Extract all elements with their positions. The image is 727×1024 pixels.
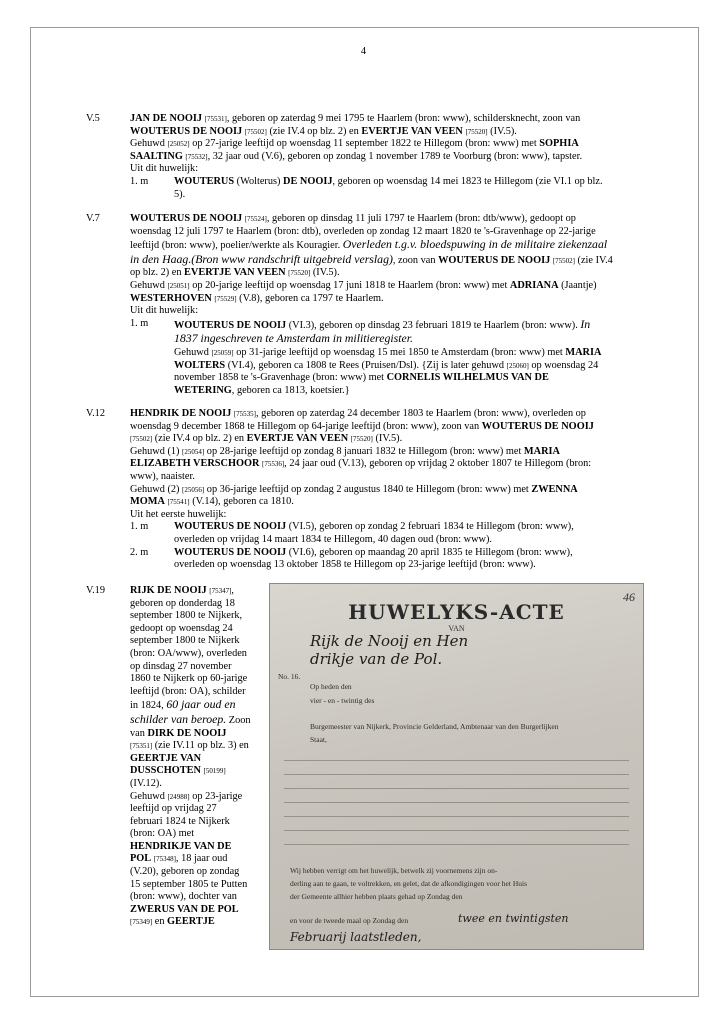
note-text: in den Haag.(Bron www randschrift uitgebreid verslag) [130,251,393,266]
text: 15 september 1805 te Putten [130,878,248,890]
father-name: WOUTERUS DE NOOIJ [130,125,243,137]
text: in 1824, [130,700,167,712]
entry-number: V.5 [86,113,100,124]
second-spouse-name: CORNELIS WILHELMUS VAN DE [386,372,549,384]
scan-ruled-line [284,788,629,789]
ref-id: [75502] [130,435,153,444]
text: 5). [174,188,186,200]
scan-printed-line: Staat, [310,735,327,744]
ref-id: [50199] [203,767,226,776]
text: (zie IV.4 op blz. 2) en [152,433,247,445]
ref-id: [25056] [182,485,205,494]
spouse-surname: WOLTERS [174,359,226,371]
text: (zie IV.4 [574,254,613,266]
spouse-name: HENDRIKJE VAN DE [130,840,232,852]
text: , geboren op dinsdag 11 juli 1797 te Haarlem (bron: dtb/www), gedoopt op [266,213,576,224]
scan-printed-line: vier - en - twintig des [310,696,375,705]
child-entry [130,318,648,398]
note-text: schilder van beroep. [130,711,227,726]
person-name: RIJK DE NOOIJ [130,585,207,596]
ref-id: [25052] [167,140,190,149]
child-surname: DE NOOIJ [283,175,333,187]
ref-id: [25060] [506,361,529,370]
children-heading: Uit dit huwelijk: [130,305,199,317]
scan-printed-line: Wij hebben verrigt om het huwelijk, betwelk zij voornemens zijn on- [290,866,498,875]
text: , geboren op zaterdag 9 mei 1795 te Haarlem (bron: www), schildersknecht, zoon van [226,113,581,124]
text: (bron: OA/www), overleden [130,647,247,659]
text: (IV.12). [130,777,162,789]
text: Gehuwd [130,790,168,802]
scan-ruled-line [284,774,629,775]
child-number: 2. m [130,546,149,558]
spouse-name: MARIA [523,445,560,457]
text: leeftijd op vrijdag 27 [130,803,217,815]
text: , 24 jaar oud (V.13), geboren op vrijdag 2 oktober 1807 te Hillegom (bron: [284,458,592,470]
spouse-father-name: ZWERUS VAN DE POL [130,903,239,915]
scan-record-no: No. 16. [278,672,301,681]
ref-id: [75524] [244,215,267,223]
ref-id: [25054] [182,447,205,456]
spouse-surname: WESTERHOVEN [130,292,212,304]
ref-id: [75541] [167,498,190,507]
second-spouse-surname: WETERING [174,384,232,396]
scan-handwriting-names-2: drikje van de Pol. [310,650,443,668]
text: , geboren op woensdag 14 mei 1823 te Hillegom (zie VI.1 op blz. [332,175,603,187]
scan-printed-line: der Gemeente allhier hebben plaats gehad op Zondag den [290,892,463,901]
ref-id: [75536] [262,460,285,469]
ref-id: [75520] [350,435,373,444]
text: , zoon van [392,254,439,266]
text: op woensdag 24 [528,359,599,371]
text: op blz. 2) en [130,267,185,279]
text: gedoopt op woensdag 24 [130,622,233,634]
text: Gehuwd (2) [130,483,183,495]
entry-v5 [86,113,648,201]
text: (V.20), geboren op zondag [130,866,240,878]
scan-van: VAN [448,624,465,633]
text: en [152,916,168,928]
ref-id: [24988] [167,792,190,801]
ref-id: [75502] [244,127,267,136]
child-entry [130,547,648,572]
spouse-name: SOPHIA [539,138,579,150]
ref-id: [25051] [167,281,190,290]
spouse-surname: MOMA [130,496,165,508]
text: woensdag 9 december 1868 te Hillegom op 64-jarige leeftijd (bron: www), zoon van [130,420,482,432]
text: op 31-jarige leeftijd op woensdag 15 mei 1850 te Amsterdam (bron: www) met [233,346,566,358]
children-heading: Uit het eerste huwelijk: [130,508,227,520]
father-name: DIRK DE NOOIJ [147,727,227,739]
text: , geboren op zaterdag 24 december 1803 te Haarlem (bron: www), overleden op [256,408,586,419]
page-number: 4 [360,46,367,57]
text: geboren op donderdag 18 [130,597,235,609]
scan-ruled-line [284,760,629,761]
text: , 18 jaar oud [175,853,228,865]
entry-number: V.12 [86,408,105,419]
spouse-name: ELIZABETH VERSCHOOR [130,458,260,470]
scan-printed-line: Op heden den [310,682,352,691]
text: (Wolterus) [234,175,284,187]
text: Zoon [226,714,251,726]
note-text: Overleden t.g.v. bloedspuwing in de militaire ziekenzaal [342,237,608,252]
child-name: WOUTERUS DE NOOIJ [174,521,287,533]
children-heading: Uit dit huwelijk: [130,163,199,175]
note-text: 60 jaar oud en [166,697,236,712]
scan-handwriting-date: twee en twintigsten [458,912,569,925]
scan-printed-line: Burgemeester van Nijkerk, Provincie Gelderland, Ambtenaar van den Burgerlijken [310,722,559,731]
spouse-mother-name: GEERTJE [167,916,215,928]
text: Gehuwd [174,346,212,358]
text: (bron: www), dochter van [130,891,237,903]
scan-handwriting-names: Rijk de Nooij en Hen [310,632,469,650]
ref-id: [75351] [130,742,153,751]
child-entry [130,176,648,201]
mother-name: EVERTJE VAN VEEN [184,267,286,279]
text: (zie IV.11 op blz. 3) en [152,740,249,752]
text: op 36-jarige leeftijd op zondag 2 augustus 1840 te Hillegom (bron: www) met [204,483,532,495]
text: overleden op vrijdag 14 maart 1834 te Hillegom, 40 dagen oud (bron: www). [174,533,492,545]
spouse-name: SAALTING [130,150,183,162]
scan-ruled-line [284,802,629,803]
person-name: HENDRIK DE NOOIJ [130,408,232,419]
text: www), naaister. [130,470,195,482]
child-entry [130,521,648,546]
note-text: 1837 ingeschreven te Amsterdam in militieregister. [174,331,413,346]
ref-id: [75520] [465,127,488,136]
ref-id: [75531] [204,115,227,123]
text: , 32 jaar oud (V.6), geboren op zondag 1 november 1789 te Voorburg (bron: www), tapster. [207,150,583,162]
text: op 23-jarige [189,790,243,802]
father-name: WOUTERUS DE NOOIJ [438,254,551,266]
text: , [231,585,234,596]
mother-name: EVERTJE VAN VEEN [246,433,349,445]
text: 1860 te Nijkerk op 60-jarige [130,673,248,685]
spouse-name: MARIA [565,346,602,358]
text: op 28-jarige leeftijd op zondag 8 januari 1832 te Hillegom (bron: www) met [204,445,524,457]
entry-v19 [86,585,276,929]
person-name: WOUTERUS DE NOOIJ [130,213,243,224]
entry-v7 [86,213,648,397]
text: (Jaantje) [558,279,597,291]
scan-ruled-line [284,816,629,817]
entry-v12 [86,408,648,572]
scan-handwriting-date-2: Februarij laatstleden, [290,930,422,944]
child-number: 1. m [130,317,149,329]
text: Gehuwd [130,138,168,150]
spouse-name: ADRIANA [509,279,559,291]
text: van [130,727,148,739]
marriage-certificate-scan [269,583,644,950]
scan-title: HUWELYKS-ACTE [348,600,565,624]
text: november 1858 te 's-Gravenhage (bron: www) met [174,372,387,384]
ref-id: [75535] [233,410,257,418]
text: (VI.3), geboren op dinsdag 23 februari 1819 te Haarlem (bron: www). [286,319,581,331]
text: , geboren ca 1808 te Rees (Pruisen/Dsl). {Zij is later gehuwd [253,359,507,371]
ref-id: [75502] [552,256,575,265]
scan-printed-line: derling aan te gaan, te voltrekken, en gelet, dat de afkondigingen voor het Huis [290,879,528,888]
text: september 1800 te Nijkerk [130,635,240,647]
text: op 20-jarige leeftijd op woensdag 17 juni 1818 te Haarlem (bron: www) met [189,279,510,291]
scan-ruled-line [284,844,629,845]
text: (IV.5). [372,433,403,445]
ref-id: [75347] [209,587,232,595]
text: (bron: OA) met [130,828,195,840]
scan-ruled-line [284,830,629,831]
child-number: 1. m [130,175,149,187]
text: (VI.4) [227,359,254,371]
ref-id: [75348] [153,855,176,864]
spouse-surname: POL [130,853,152,865]
text: Gehuwd [130,279,168,291]
text: (V.8), geboren ca 1797 te Haarlem. [236,292,384,304]
text: september 1800 te Nijkerk, [130,610,243,622]
ref-id: [75349] [130,918,153,927]
scan-printed-line: en voor de tweede maal op Zondag den [290,916,409,925]
text: (IV.5). [487,125,517,137]
scan-corner-number: 46 [623,590,635,604]
ref-id: [75532] [185,152,208,161]
child-name: WOUTERUS DE NOOIJ [174,546,287,558]
ref-id: [25059] [211,348,234,357]
text: leeftijd (bron: OA), schilder [130,685,246,697]
child-name: WOUTERUS DE NOOIJ [174,319,287,331]
text: overleden op woensdag 13 oktober 1858 te Hillegom op 23-jarige leeftijd (bron: www). [174,559,536,571]
text: (V.14), geboren ca 1810. [189,496,294,508]
text: woensdag 12 juli 1797 te Haarlem (bron: dtb), overleden op zondag 12 maart 1820 te 's-Gravenhage op 22-jarige [130,225,596,237]
entry-number: V.7 [86,213,100,224]
text: op 27-jarige leeftijd op woensdag 11 september 1822 te Hillegom (bron: www) met [189,138,540,150]
text: (VI.5), geboren op zondag 2 februari 1834 te Hillegom (bron: www), [286,521,574,533]
note-text: In [580,316,591,331]
text: op dinsdag 27 november [130,660,232,672]
text: Gehuwd (1) [130,445,183,457]
text: (zie IV.4 op blz. 2) en [266,125,362,137]
text: leeftijd (bron: www), poelier/werkte als Kouragier. [130,240,343,252]
spouse-name: ZWENNA [531,483,578,495]
text: , geboren ca 1813, koetsier.} [231,384,350,396]
ref-id: [75529] [214,294,237,303]
mother-name: GEERTJE VAN [130,752,202,764]
child-number: 1. m [130,521,149,533]
mother-name: EVERTJE VAN VEEN [361,125,463,137]
mother-surname: DUSSCHOTEN [130,765,201,777]
father-name: WOUTERUS DE NOOIJ [481,420,594,432]
ref-id: [75520] [288,269,311,278]
person-name: JAN DE NOOIJ [130,113,203,124]
text: (IV.5). [310,267,340,279]
child-name: WOUTERUS [174,175,235,187]
text: (VI.6), geboren op maandag 20 april 1835 te Hillegom (bron: www), [286,546,573,558]
entry-number: V.19 [86,585,105,596]
text: februari 1824 te Nijkerk [130,815,230,827]
